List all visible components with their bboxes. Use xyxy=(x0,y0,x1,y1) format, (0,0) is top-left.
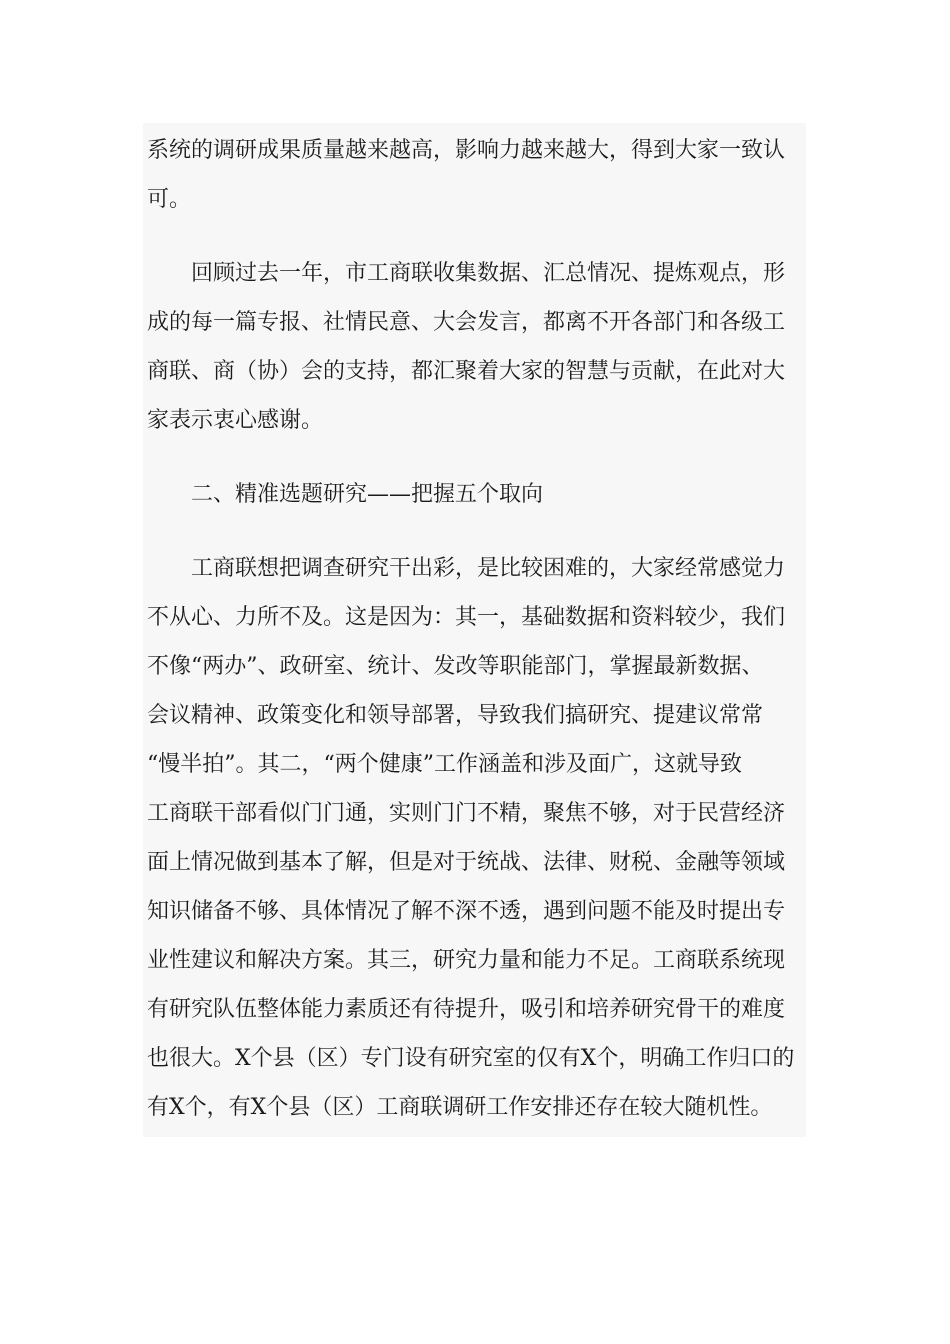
p3-line-7: 面上情况做到基本了解，但是对于统战、法律、财税、金融等领域 xyxy=(147,850,786,875)
p2-line-1: 回顾过去一年，市工商联收集数据、汇总情况、提炼观点，形 xyxy=(191,261,786,286)
p1-line-1: 系统的调研成果质量越来越高，影响力越来越大，得到大家一致认 xyxy=(147,138,786,163)
p2-line-4: 家表示衷心感谢。 xyxy=(147,408,324,433)
p2-line-2: 成的每一篇专报、社情民意、大会发言，都离不开各部门和各级工 xyxy=(147,310,786,335)
p3-line-11: 也很大。X个县（区）专门设有研究室的仅有X个，明确工作归口的 xyxy=(147,1046,795,1071)
document-text-block xyxy=(143,123,806,1137)
p3-line-5: “慢半拍”。其二，“两个健康”工作涵盖和涉及面广，这就导致 xyxy=(147,752,742,777)
p3-line-2: 不从心、力所不及。这是因为：其一，基础数据和资料较少，我们 xyxy=(147,605,786,630)
p2-line-3: 商联、商（协）会的支持，都汇聚着大家的智慧与贡献，在此对大 xyxy=(147,359,786,384)
p3-line-8: 知识储备不够、具体情况了解不深不透，遇到问题不能及时提出专 xyxy=(147,899,786,924)
p3-line-6: 工商联干部看似门门通，实则门门不精，聚焦不够，对于民营经济 xyxy=(147,801,786,826)
p3-line-12: 有X个，有X个县（区）工商联调研工作安排还存在较大随机性。 xyxy=(147,1095,773,1120)
p3-line-1: 工商联想把调查研究干出彩，是比较困难的，大家经常感觉力 xyxy=(191,556,786,581)
section-heading: 二、精准选题研究——把握五个取向 xyxy=(191,482,544,507)
p3-line-10: 有研究队伍整体能力素质还有待提升，吸引和培养研究骨干的难度 xyxy=(147,997,786,1022)
p3-line-9: 业性建议和解决方案。其三，研究力量和能力不足。工商联系统现 xyxy=(147,948,786,973)
p3-line-4: 会议精神、政策变化和领导部署，导致我们搞研究、提建议常常 xyxy=(147,703,764,728)
p1-line-2: 可。 xyxy=(147,187,192,212)
p3-line-3: 不像“两办”、政研室、统计、发改等职能部门，掌握最新数据、 xyxy=(147,654,764,679)
